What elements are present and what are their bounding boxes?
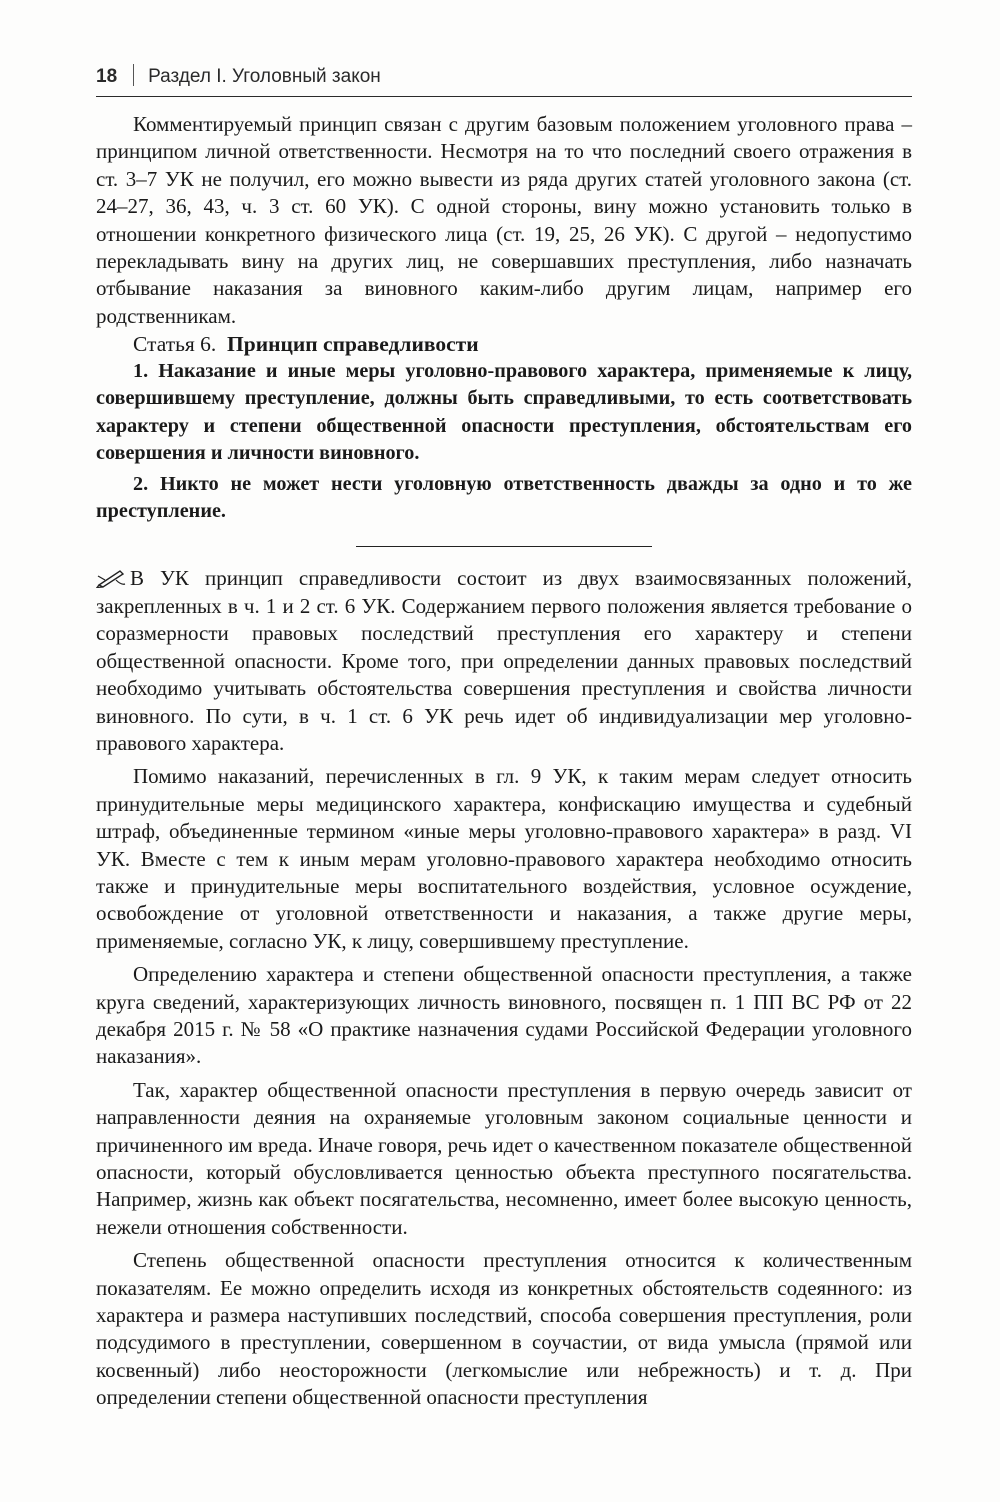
page-body [96, 111, 912, 1418]
page-number: 18 [96, 66, 118, 87]
commentary-paragraph-2: Помимо наказаний, перечисленных в гл. 9 УК, к таким мерам следует относить принудительные меры медицинского характера, конфискацию имущества и судебный штраф, объединенные термином «иные меры уголовно-правового характера» в разд. VI УК. Вместе с тем к иным мерам уголовно-правового характера необходимо относить также и принудительные меры воспитательного воздействия, условное осуждение, освобождение от уголовной ответственности и наказания, а также другие меры, применяемые, согласно УК, к лицу, совершившему преступление. [96, 764, 912, 953]
article-heading [96, 330, 912, 358]
commentary [96, 565, 912, 1411]
commentary-paragraph-3: Определению характера и степени общественной опасности преступления, а также круга сведений, характеризующих личность виновного, посвящен п. 1 ПП ВС РФ от 22 декабря 2015 г. № 58 «О практике назначения судами Российской Федерации уголовного наказания». [96, 962, 912, 1069]
header-separator [133, 64, 134, 86]
commentary-paragraph-4: Так, характер общественной опасности преступления в первую очередь зависит от направленности деяния на охраняемые уголовным законом социальные ценности и причиненного им вреда. Иначе говоря, речь идет о качественном показателе общественной опасности, который обусловливается ценностью объекта преступного посягательства. Например, жизнь как объект посягательства, несомненно, имеет более высокую ценность, нежели отношения собственности. [96, 1077, 912, 1239]
article-label: Статья 6. [133, 332, 217, 357]
commentary-paragraph-1 [96, 565, 912, 757]
section-title: Раздел I. Уголовный закон [148, 66, 381, 87]
running-head [96, 64, 912, 97]
article-text [96, 358, 912, 525]
commentary-text-1: В УК принцип справедливости состоит из двух взаимосвязанных положений, закрепленных в ч. 1 и 2 ст. 6 УК. Содержанием первого положения является требование о соразмерности правовых последствий преступления его характеру и степени общественной опасности. Кроме того, при определении данных правовых последствий необходимо учитывать обстоятельства совершения преступления и свойства личности виновного. По сути, в ч. 1 ст. 6 УК речь идет об индивидуализации мер уголовно-правового характера. [96, 566, 912, 755]
intro-paragraph: Комментируемый принцип связан с другим базовым положением уголовного права – принципом личной ответственности. Несмотря на то что последний своего отражения в ст. 3–7 УК не получил, его можно вывести из ряда других статей уголовного закона (ст. 24–27, 36, 43, ч. 3 ст. 60 УК). С одной стороны, вину можно установить только в отношении конкретного физического лица (ст. 19, 25, 26 УК). С другой – недопустимо перекладывать вину на других лиц, не совершавших преступления, либо назначать отбывание наказания за виновного каким-либо другим лицам, например его родственникам. [96, 112, 912, 328]
article-part-1: 1. Наказание и иные меры уголовно-правового характера, применяемые к лицу, совершившему преступление, должны быть справедливыми, то есть соответствовать характеру и степени общественной опасности преступления, обстоятельствам его совершения и личности виновного. [96, 360, 912, 464]
commentary-paragraph-5: Степень общественной опасности преступления относится к количественным показателям. Ее можно определить исходя из конкретных обстоятельств содеянного: из характера и размера наступивших последствий, способа совершения преступления, роли подсудимого в преступлении, совершенном в соучастии, от вида умысла (прямой или косвенный) либо неосторожности (легкомыслие или небрежность) и т. д. При определении степени общественной опасности преступления [96, 1248, 912, 1410]
pen-writing-icon [96, 568, 126, 588]
article-part-2: 2. Никто не может нести уголовную ответственность дважды за одно и то же преступление. [96, 473, 912, 523]
section-divider [356, 546, 652, 547]
article-title: Принцип справедливости [227, 332, 479, 357]
